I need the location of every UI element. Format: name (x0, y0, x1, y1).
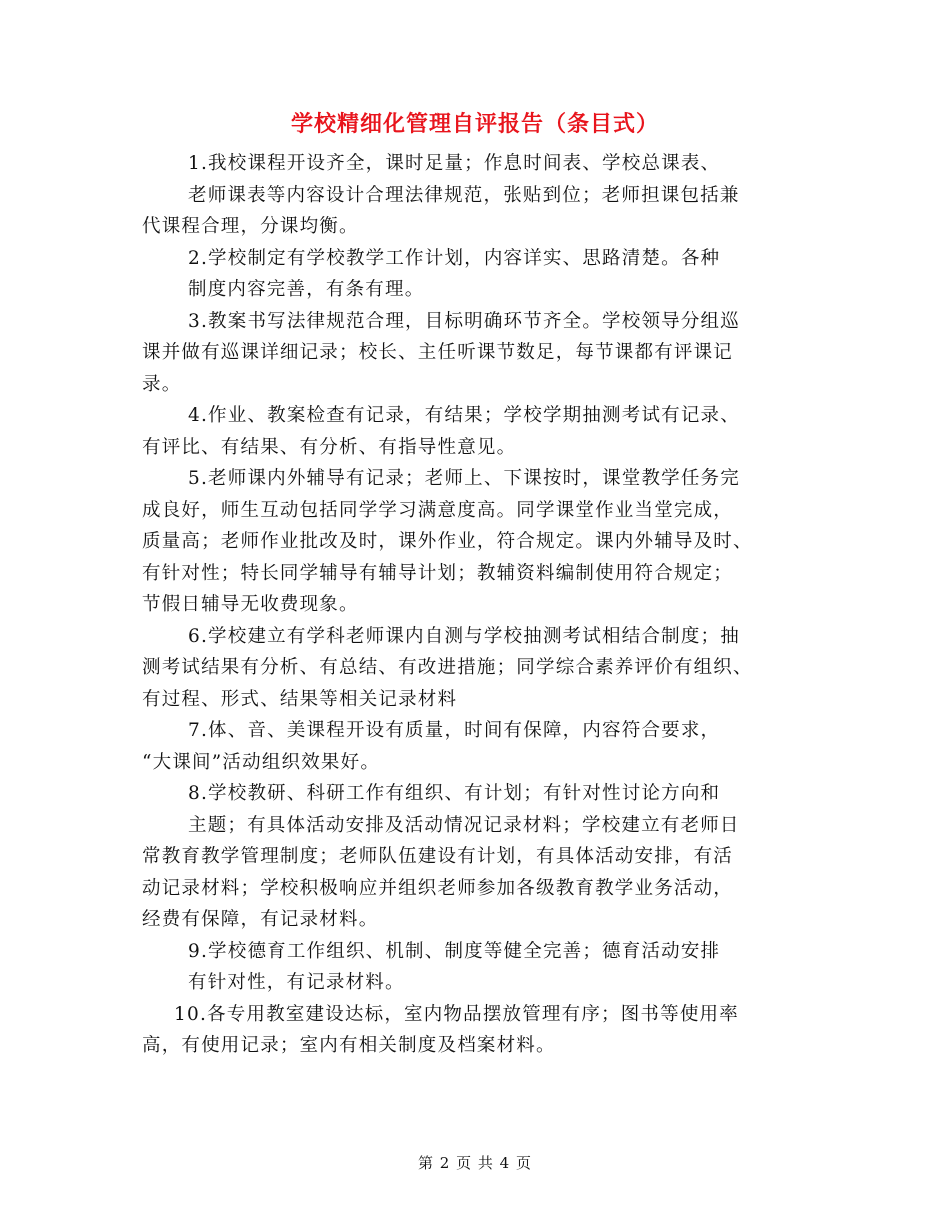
text-line: 8.学校教研、科研工作有组织、有计划；有针对性讨论方向和 (188, 783, 721, 804)
text-line: 代课程合理，分课均衡。 (142, 216, 359, 237)
text-line: 6.学校建立有学科老师课内自测与学校抽测考试相结合制度；抽 (188, 625, 740, 647)
text-line: 常教育教学管理制度；老师队伍建设有计划，有具体活动安排，有活 (142, 846, 734, 867)
text-line: 7.体、音、美课程开设有质量，时间有保障，内容符合要求， (188, 720, 721, 741)
text-line: 高，有使用记录；室内有相关制度及档案材料。 (142, 1035, 556, 1056)
text-line: 测考试结果有分析、有总结、有改进措施；同学综合素养评价有组织、 (142, 657, 753, 678)
text-line: 质量高；老师作业批改及时，课外作业，符合规定。课内外辅导及时、 (142, 531, 753, 552)
text-line: 成良好，师生互动包括同学学习满意度高。同学课堂作业当堂完成， (142, 499, 734, 521)
text-line: 10.各专用教室建设达标，室内物品摆放管理有序；图书等使用率 (174, 1003, 739, 1025)
document-body (142, 148, 810, 1062)
text-line: 有针对性，有记录材料。 (188, 972, 405, 993)
text-line: 主题；有具体活动安排及活动情况记录材料；学校建立有老师日 (188, 814, 740, 836)
text-line: 制度内容完善，有条有理。 (188, 279, 425, 300)
text-line: 2.学校制定有学校教学工作计划，内容详实、思路清楚。各种 (188, 247, 721, 269)
text-line: 3.教案书写法律规范合理，目标明确环节齐全。学校领导分组巡 (188, 310, 740, 332)
text-line: 动记录材料；学校积极响应并组织老师参加各级教育教学业务活动， (142, 877, 734, 899)
text-line: 经费有保障，有记录材料。 (142, 909, 379, 930)
text-line: 5.老师课内外辅导有记录；老师上、下课按时，课堂教学任务完 (188, 468, 740, 489)
text-line: 有针对性；特长同学辅导有辅导计划；教辅资料编制使用符合规定； (142, 562, 734, 584)
text-line: 4.作业、教案检查有记录，有结果；学校学期抽测考试有记录、 (188, 405, 740, 426)
text-line: 1.我校课程开设齐全，课时足量；作息时间表、学校总课表、 (188, 153, 721, 174)
document-title: 学校精细化管理自评报告（条目式） (290, 111, 659, 137)
text-line: 录。 (142, 373, 182, 395)
text-line: 节假日辅导无收费现象。 (142, 594, 359, 615)
text-line: 有过程、形式、结果等相关记录材料 (142, 688, 458, 710)
text-line: 课并做有巡课详细记录；校长、主任听课节数足，每节课都有评课记 (142, 342, 734, 363)
text-line: 老师课表等内容设计合理法律规范，张贴到位；老师担课包括兼 (188, 184, 740, 206)
text-line: “大课间”活动组织效果好。 (142, 751, 381, 773)
text-line: 有评比、有结果、有分析、有指导性意见。 (142, 436, 517, 458)
page-number: 第 2 页 共 4 页 (418, 1154, 532, 1172)
text-line: 9.学校德育工作组织、机制、制度等健全完善；德育活动安排 (188, 940, 721, 962)
